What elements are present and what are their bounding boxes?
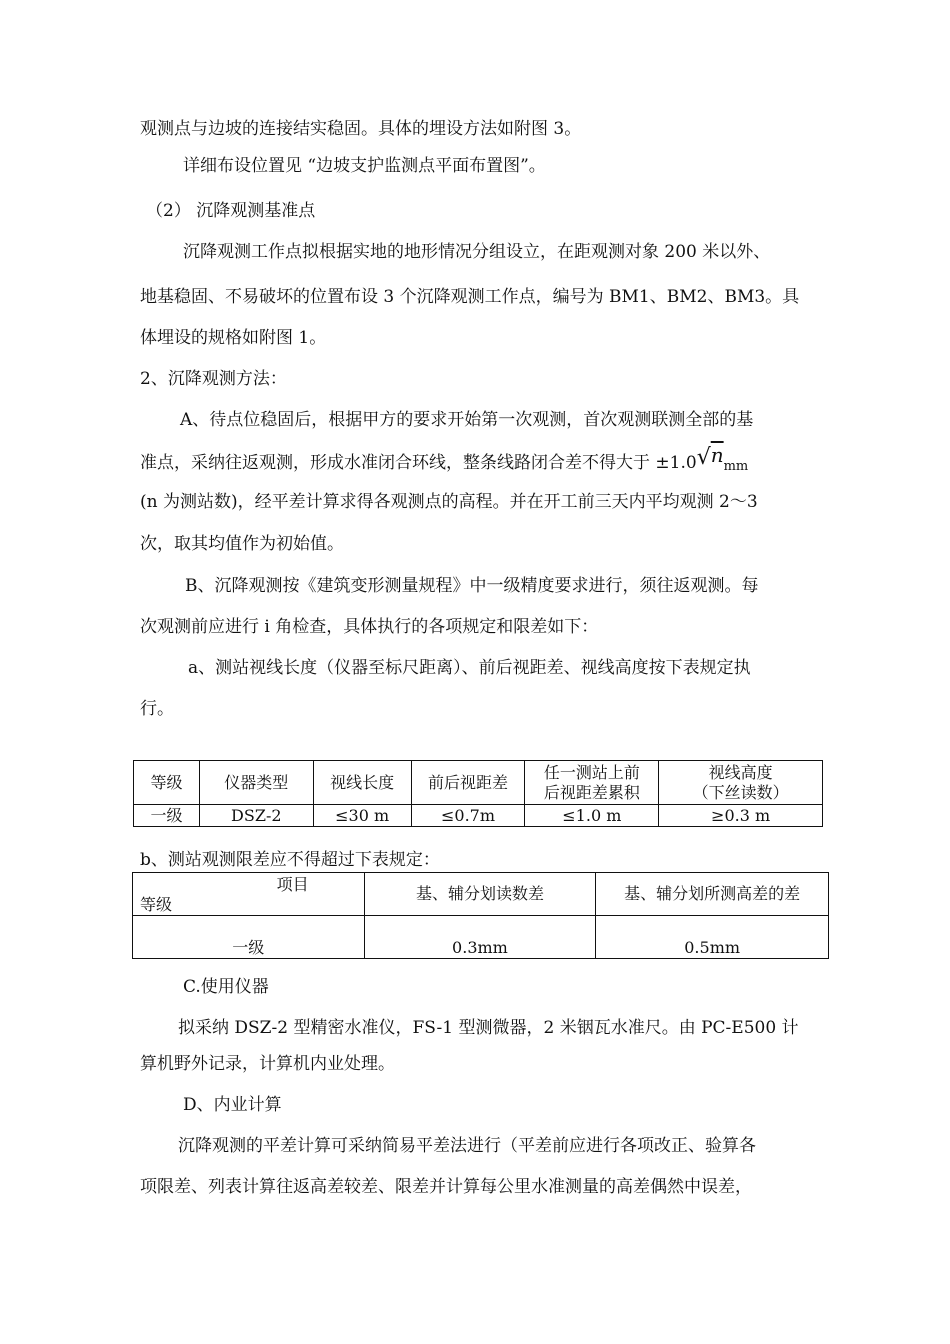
table-cell: ≥0.3 m <box>659 805 823 827</box>
sqrt-formula: √nmm <box>696 443 749 474</box>
paragraph: 详细布设位置见 “边坡支护监测点平面布置图”。 <box>183 156 546 176</box>
paragraph: b、测站观测限差应不得超过下表规定： <box>140 850 440 870</box>
paragraph: B、沉降观测按《建筑变形测量规程》中一级精度要求进行，须往返观测。每 <box>185 576 759 596</box>
paragraph: 算机野外记录，计算机内业处理。 <box>140 1054 395 1074</box>
paragraph: 准点，采纳往返观测，形成水准闭合环线，整条线路闭合差不得大于 ±1.0 <box>140 453 697 473</box>
table-cell: 0.3mm <box>364 916 596 959</box>
paragraph: A、待点位稳固后，根据甲方的要求开始第一次观测，首次观测联测全部的基 <box>180 410 754 430</box>
paragraph: 次观测前应进行 i 角检查，具体执行的各项规定和限差如下： <box>140 617 599 637</box>
paragraph: 拟采纳 DSZ-2 型精密水准仪，FS-1 型测微器，2 米铟瓦水准尺。由 PC-E500 计 <box>178 1018 799 1038</box>
paragraph: (n 为测站数)，经平差计算求得各观测点的高程。并在开工前三天内平均观测 2～3 <box>140 492 758 512</box>
table-cell: ≤0.7m <box>411 805 525 827</box>
diagonal-header-cell <box>133 873 365 916</box>
header-cell: 仪器类型 <box>199 761 313 805</box>
header-cell: 基、辅分划读数差 <box>364 873 596 916</box>
table-sight-line-specs <box>133 760 823 827</box>
table-row <box>133 916 829 959</box>
table-cell: 0.5mm <box>596 916 829 959</box>
paragraph: 项限差、列表计算往返高差较差、限差并计算每公里水准测量的高差偶然中误差， <box>140 1177 752 1197</box>
section-heading: C.使用仪器 <box>183 977 269 997</box>
paragraph: 次，取其均值作为初始值。 <box>140 534 344 554</box>
header-cell: 等级 <box>134 761 200 805</box>
header-cell: 前后视距差 <box>411 761 525 805</box>
header-cell: 视线长度 <box>313 761 411 805</box>
paragraph: a、测站视线长度（仪器至标尺距离）、前后视距差、视线高度按下表规定执 <box>188 658 751 678</box>
section-heading: （2） 沉降观测基准点 <box>146 201 316 221</box>
section-heading: D、内业计算 <box>183 1095 282 1115</box>
table-header-row <box>134 761 823 805</box>
table-cell: DSZ-2 <box>199 805 313 827</box>
header-cell: 视线高度 （下丝读数） <box>659 761 823 805</box>
header-label-item: 项目 <box>276 875 309 894</box>
header-cell: 任一测站上前 后视距差累积 <box>525 761 659 805</box>
paragraph: 观测点与边坡的连接结实稳固。具体的埋设方法如附图 3。 <box>140 119 582 139</box>
table-header-row <box>133 873 829 916</box>
table-cell: ≤30 m <box>313 805 411 827</box>
table-cell: ≤1.0 m <box>525 805 659 827</box>
section-heading: 2、沉降观测方法： <box>140 369 287 389</box>
paragraph: 地基稳固、不易破坏的位置布设 3 个沉降观测工作点，编号为 BM1、BM2、BM3。具 <box>140 287 800 307</box>
table-cell: 一级 <box>134 805 200 827</box>
table-station-limits <box>132 872 829 959</box>
header-label-grade: 等级 <box>140 895 173 914</box>
paragraph: 沉降观测的平差计算可采纳简易平差法进行（平差前应进行各项改正、验算各 <box>178 1136 756 1156</box>
header-cell: 基、辅分划所测高差的差 <box>596 873 829 916</box>
paragraph-formula-line <box>140 443 749 477</box>
paragraph: 沉降观测工作点拟根据实地的地形情况分组设立，在距观测对象 200 米以外、 <box>183 242 771 262</box>
table-row <box>134 805 823 827</box>
paragraph: 体埋设的规格如附图 1。 <box>140 328 327 348</box>
table-cell: 一级 <box>133 916 365 959</box>
paragraph: 行。 <box>140 699 174 719</box>
